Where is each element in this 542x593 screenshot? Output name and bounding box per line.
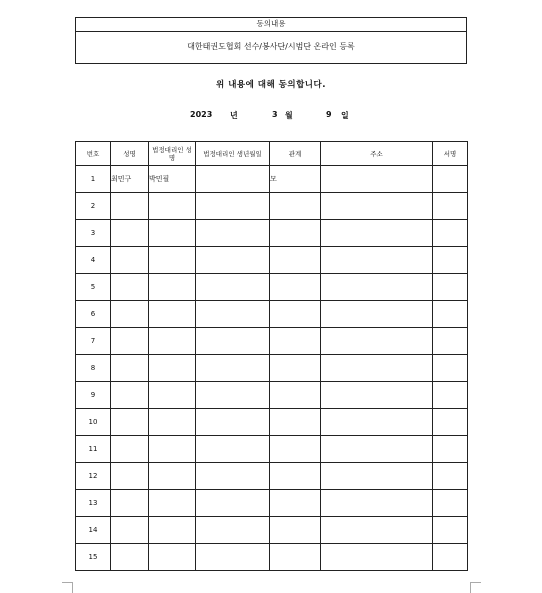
- cell-number[interactable]: 12: [76, 463, 111, 490]
- table-row: [76, 247, 468, 274]
- col-header-address: 주소: [321, 142, 433, 166]
- cell-address[interactable]: [321, 166, 433, 193]
- cell-guardian-birth[interactable]: [196, 355, 270, 382]
- consent-header-title: 동의내용: [76, 18, 466, 32]
- cell-relation[interactable]: [270, 490, 321, 517]
- cell-guardian-birth[interactable]: [196, 436, 270, 463]
- cell-relation[interactable]: [270, 409, 321, 436]
- cell-relation[interactable]: [270, 463, 321, 490]
- cell-number[interactable]: 3: [76, 220, 111, 247]
- cell-relation[interactable]: [270, 517, 321, 544]
- table-row: [76, 544, 468, 571]
- table-row: [76, 274, 468, 301]
- cell-name[interactable]: [111, 193, 149, 220]
- table-header-row: [76, 142, 468, 166]
- cell-name[interactable]: [111, 355, 149, 382]
- cell-signature[interactable]: [433, 517, 468, 544]
- cell-name[interactable]: [111, 382, 149, 409]
- cell-guardian-name[interactable]: 박민필: [149, 166, 196, 193]
- cell-signature[interactable]: [433, 328, 468, 355]
- cell-address[interactable]: [321, 193, 433, 220]
- cell-number[interactable]: 9: [76, 382, 111, 409]
- cell-guardian-name[interactable]: [149, 517, 196, 544]
- cell-number[interactable]: 10: [76, 409, 111, 436]
- cell-guardian-birth[interactable]: [196, 382, 270, 409]
- cell-guardian-name[interactable]: [149, 355, 196, 382]
- cell-guardian-name[interactable]: [149, 463, 196, 490]
- cell-address[interactable]: [321, 274, 433, 301]
- date-year-unit: 년: [230, 111, 238, 120]
- cell-number[interactable]: 15: [76, 544, 111, 571]
- cell-guardian-birth[interactable]: [196, 544, 270, 571]
- cell-address[interactable]: [321, 301, 433, 328]
- table-row: [76, 220, 468, 247]
- cell-name[interactable]: [111, 274, 149, 301]
- cell-relation[interactable]: [270, 220, 321, 247]
- cell-guardian-birth[interactable]: [196, 274, 270, 301]
- registration-table: [75, 141, 468, 571]
- table-row: [76, 409, 468, 436]
- cell-guardian-name[interactable]: [149, 409, 196, 436]
- cell-signature[interactable]: [433, 490, 468, 517]
- cell-address[interactable]: [321, 436, 433, 463]
- table-row: [76, 328, 468, 355]
- cell-guardian-name[interactable]: [149, 544, 196, 571]
- page-corner-mark-left: [62, 582, 73, 593]
- cell-signature[interactable]: [433, 544, 468, 571]
- cell-relation[interactable]: [270, 274, 321, 301]
- cell-address[interactable]: [321, 328, 433, 355]
- cell-number[interactable]: 7: [76, 328, 111, 355]
- cell-guardian-name[interactable]: [149, 220, 196, 247]
- cell-address[interactable]: [321, 463, 433, 490]
- cell-relation[interactable]: [270, 247, 321, 274]
- cell-number[interactable]: 2: [76, 193, 111, 220]
- cell-name[interactable]: [111, 517, 149, 544]
- cell-name[interactable]: [111, 544, 149, 571]
- consent-header-box: [75, 17, 467, 64]
- cell-number[interactable]: 14: [76, 517, 111, 544]
- date-day: 9: [326, 110, 332, 119]
- cell-number[interactable]: 13: [76, 490, 111, 517]
- consent-content: 대한태권도협회 선수/봉사단/시범단 온라인 등록: [187, 42, 355, 51]
- cell-guardian-birth[interactable]: [196, 328, 270, 355]
- cell-number[interactable]: 4: [76, 247, 111, 274]
- cell-name[interactable]: [111, 490, 149, 517]
- cell-signature[interactable]: [433, 301, 468, 328]
- cell-guardian-birth[interactable]: [196, 247, 270, 274]
- cell-name[interactable]: [111, 463, 149, 490]
- cell-guardian-name[interactable]: [149, 247, 196, 274]
- cell-guardian-birth[interactable]: [196, 166, 270, 193]
- date-year: 2023: [190, 110, 213, 119]
- cell-relation[interactable]: [270, 328, 321, 355]
- date-day-unit: 일: [341, 111, 349, 120]
- table-row: [76, 355, 468, 382]
- table-row: [76, 382, 468, 409]
- cell-name[interactable]: [111, 436, 149, 463]
- cell-relation[interactable]: 모: [270, 166, 321, 193]
- cell-number[interactable]: 8: [76, 355, 111, 382]
- cell-guardian-birth[interactable]: [196, 517, 270, 544]
- cell-name[interactable]: [111, 328, 149, 355]
- cell-signature[interactable]: [433, 382, 468, 409]
- table-row: [76, 166, 468, 193]
- cell-address[interactable]: [321, 355, 433, 382]
- cell-number[interactable]: 11: [76, 436, 111, 463]
- cell-signature[interactable]: [433, 193, 468, 220]
- cell-relation[interactable]: [270, 382, 321, 409]
- page-corner-mark-right: [470, 582, 481, 593]
- col-header-name: 성명: [111, 142, 149, 166]
- cell-guardian-birth[interactable]: [196, 409, 270, 436]
- cell-guardian-name[interactable]: [149, 328, 196, 355]
- cell-guardian-name[interactable]: [149, 490, 196, 517]
- col-header-relation: 관계: [270, 142, 321, 166]
- cell-relation[interactable]: [270, 544, 321, 571]
- cell-relation[interactable]: [270, 436, 321, 463]
- cell-relation[interactable]: [270, 193, 321, 220]
- cell-name[interactable]: [111, 220, 149, 247]
- cell-guardian-name[interactable]: [149, 382, 196, 409]
- col-header-number: 번호: [76, 142, 111, 166]
- table-row: [76, 193, 468, 220]
- col-header-guardian-birth: 법정대리인 생년월일: [196, 142, 270, 166]
- cell-address[interactable]: [321, 409, 433, 436]
- cell-address[interactable]: [321, 490, 433, 517]
- cell-signature[interactable]: [433, 247, 468, 274]
- agreement-statement: 위 내용에 대해 동의합니다.: [216, 80, 326, 90]
- date-month-unit: 월: [285, 111, 293, 120]
- cell-name[interactable]: [111, 301, 149, 328]
- cell-signature[interactable]: [433, 166, 468, 193]
- cell-name[interactable]: [111, 247, 149, 274]
- cell-address[interactable]: [321, 517, 433, 544]
- cell-address[interactable]: [321, 544, 433, 571]
- table-row: [76, 301, 468, 328]
- cell-guardian-birth[interactable]: [196, 463, 270, 490]
- col-header-signature: 서명: [433, 142, 468, 166]
- cell-name[interactable]: 최민구: [111, 166, 149, 193]
- cell-address[interactable]: [321, 247, 433, 274]
- cell-guardian-name[interactable]: [149, 274, 196, 301]
- cell-signature[interactable]: [433, 355, 468, 382]
- cell-number[interactable]: 1: [76, 166, 111, 193]
- cell-name[interactable]: [111, 409, 149, 436]
- cell-guardian-name[interactable]: [149, 301, 196, 328]
- cell-relation[interactable]: [270, 355, 321, 382]
- cell-guardian-name[interactable]: [149, 436, 196, 463]
- cell-guardian-birth[interactable]: [196, 193, 270, 220]
- cell-guardian-birth[interactable]: [196, 301, 270, 328]
- table-row: [76, 490, 468, 517]
- cell-relation[interactable]: [270, 301, 321, 328]
- date-month: 3: [272, 110, 278, 119]
- table-row: [76, 436, 468, 463]
- cell-number[interactable]: 5: [76, 274, 111, 301]
- cell-signature[interactable]: [433, 274, 468, 301]
- table-row: [76, 463, 468, 490]
- col-header-guardian-name: 법정대리인 성명: [149, 142, 196, 166]
- cell-guardian-name[interactable]: [149, 193, 196, 220]
- cell-address[interactable]: [321, 220, 433, 247]
- cell-signature[interactable]: [433, 220, 468, 247]
- cell-signature[interactable]: [433, 463, 468, 490]
- cell-guardian-birth[interactable]: [196, 220, 270, 247]
- cell-guardian-birth[interactable]: [196, 490, 270, 517]
- cell-signature[interactable]: [433, 436, 468, 463]
- cell-address[interactable]: [321, 382, 433, 409]
- cell-signature[interactable]: [433, 409, 468, 436]
- table-row: [76, 517, 468, 544]
- cell-number[interactable]: 6: [76, 301, 111, 328]
